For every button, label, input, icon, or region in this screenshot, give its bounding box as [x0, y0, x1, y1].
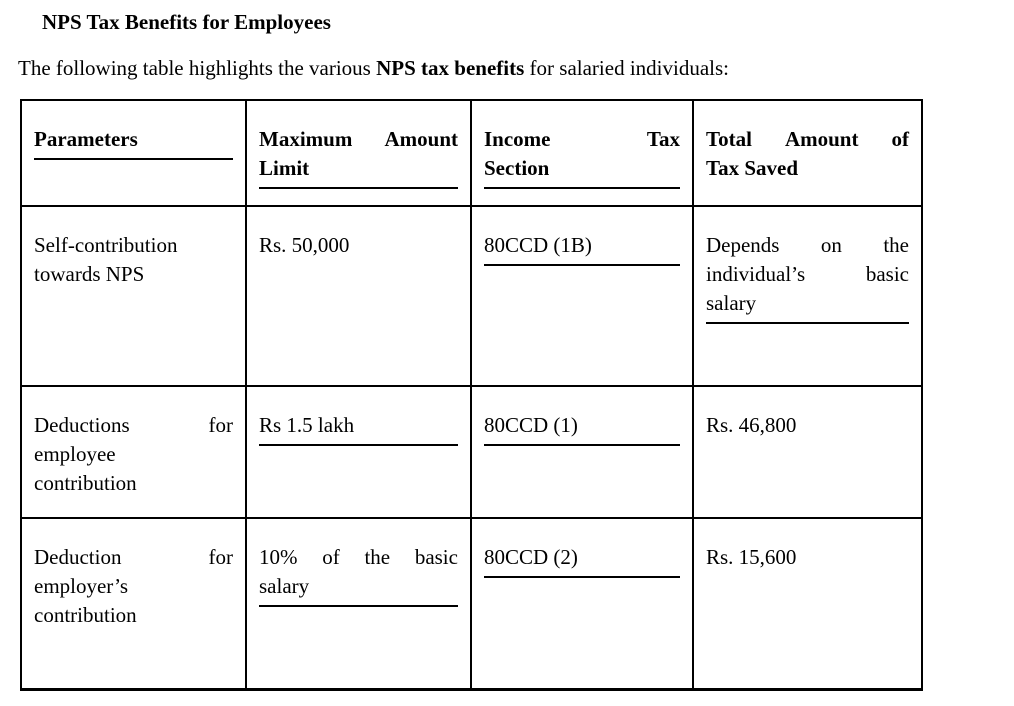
header-word: Amount	[784, 127, 859, 151]
tax-saved-word: salary	[706, 291, 757, 315]
underlined-header-text	[34, 125, 233, 160]
amount-word: 10%	[259, 545, 298, 569]
cell-total-tax-saved	[693, 518, 922, 689]
page-title: NPS Tax Benefits for Employees	[42, 10, 331, 34]
cell-parameters	[21, 206, 246, 386]
underlined-value	[259, 411, 458, 446]
cell-max-amount-limit	[246, 386, 471, 518]
table-row	[21, 386, 922, 518]
amount-limit-line	[259, 231, 458, 260]
cell-parameters	[21, 386, 246, 518]
header-word: Maximum	[259, 127, 353, 151]
amount-limit-value: Rs 1.5 lakh	[259, 413, 355, 437]
nps-benefits-table	[20, 99, 923, 691]
param-text-line	[34, 440, 233, 469]
intro-bold-phrase: NPS tax benefits	[376, 56, 525, 80]
tax-saved-word: Depends	[706, 233, 780, 257]
cell-total-tax-saved	[693, 386, 922, 518]
amount-word: basic	[414, 545, 458, 569]
param-text-line	[34, 543, 233, 572]
tax-saved-value: Rs. 46,800	[706, 413, 797, 437]
cell-income-tax-section	[471, 206, 693, 386]
header-line	[706, 154, 909, 183]
tax-saved-word: the	[883, 233, 909, 257]
param-word: for	[208, 545, 233, 569]
cell-parameters	[21, 518, 246, 689]
param-word: Deduction	[34, 545, 122, 569]
amount-word: the	[364, 545, 391, 569]
tax-saved-word: on	[820, 233, 842, 257]
tax-section-value: 80CCD (1B)	[484, 233, 592, 257]
header-cell-total-tax-saved	[693, 100, 922, 206]
tax-saved-word: individual’s	[706, 262, 806, 286]
header-cell-parameters	[21, 100, 246, 206]
underlined-value	[484, 543, 680, 578]
amount-word: salary	[259, 574, 310, 598]
tax-saved-value: Rs. 15,600	[706, 545, 797, 569]
amount-limit-line	[259, 543, 458, 572]
param-text: contribution	[34, 471, 137, 495]
param-text: employee	[34, 442, 116, 466]
tax-saved-line	[706, 260, 909, 289]
header-parameters-label: Parameters	[34, 127, 138, 151]
intro-text-prefix: The following table highlights the various	[18, 56, 377, 80]
table-row	[21, 206, 922, 386]
header-line	[484, 125, 680, 154]
cell-income-tax-section	[471, 386, 693, 518]
tax-saved-line	[706, 543, 909, 572]
underlined-value	[706, 289, 909, 324]
param-text-line	[34, 469, 233, 498]
underlined-value	[484, 231, 680, 266]
header-word: Section	[484, 156, 550, 180]
header-word: Income	[484, 127, 551, 151]
cell-income-tax-section	[471, 518, 693, 689]
param-word: Deductions	[34, 413, 130, 437]
tax-section-value: 80CCD (2)	[484, 545, 578, 569]
header-cell-income-tax-section	[471, 100, 693, 206]
tax-section-value: 80CCD (1)	[484, 413, 578, 437]
table-header-row	[21, 100, 922, 206]
intro-text-suffix: for salaried individuals:	[524, 56, 729, 80]
param-word: for	[208, 413, 233, 437]
amount-word: of	[322, 545, 340, 569]
header-line	[706, 125, 909, 154]
header-word: Tax Saved	[706, 156, 799, 180]
header-line	[259, 125, 458, 154]
tax-saved-line	[706, 231, 909, 260]
header-word: Limit	[259, 156, 310, 180]
cell-max-amount-limit	[246, 206, 471, 386]
tax-saved-line	[706, 411, 909, 440]
param-text: employer’s	[34, 574, 129, 598]
underlined-value	[259, 572, 458, 607]
param-text-line	[34, 572, 233, 601]
param-text-line	[34, 231, 233, 260]
param-text-line	[34, 260, 233, 289]
param-text: contribution	[34, 603, 137, 627]
header-word: Tax	[646, 127, 680, 151]
param-text: towards NPS	[34, 262, 145, 286]
underlined-header-text	[484, 154, 680, 189]
header-word: Total	[706, 127, 752, 151]
amount-limit-value: Rs. 50,000	[259, 233, 350, 257]
header-word: of	[891, 127, 909, 151]
param-text: Self-contribution	[34, 233, 178, 257]
intro-paragraph	[18, 54, 998, 82]
underlined-header-text	[259, 154, 458, 189]
tax-saved-word: basic	[865, 262, 909, 286]
table-row	[21, 518, 922, 689]
cell-max-amount-limit	[246, 518, 471, 689]
cell-total-tax-saved	[693, 206, 922, 386]
underlined-value	[484, 411, 680, 446]
header-cell-max-amount-limit	[246, 100, 471, 206]
param-text-line	[34, 411, 233, 440]
param-text-line	[34, 601, 233, 630]
header-word: Amount	[384, 127, 458, 151]
